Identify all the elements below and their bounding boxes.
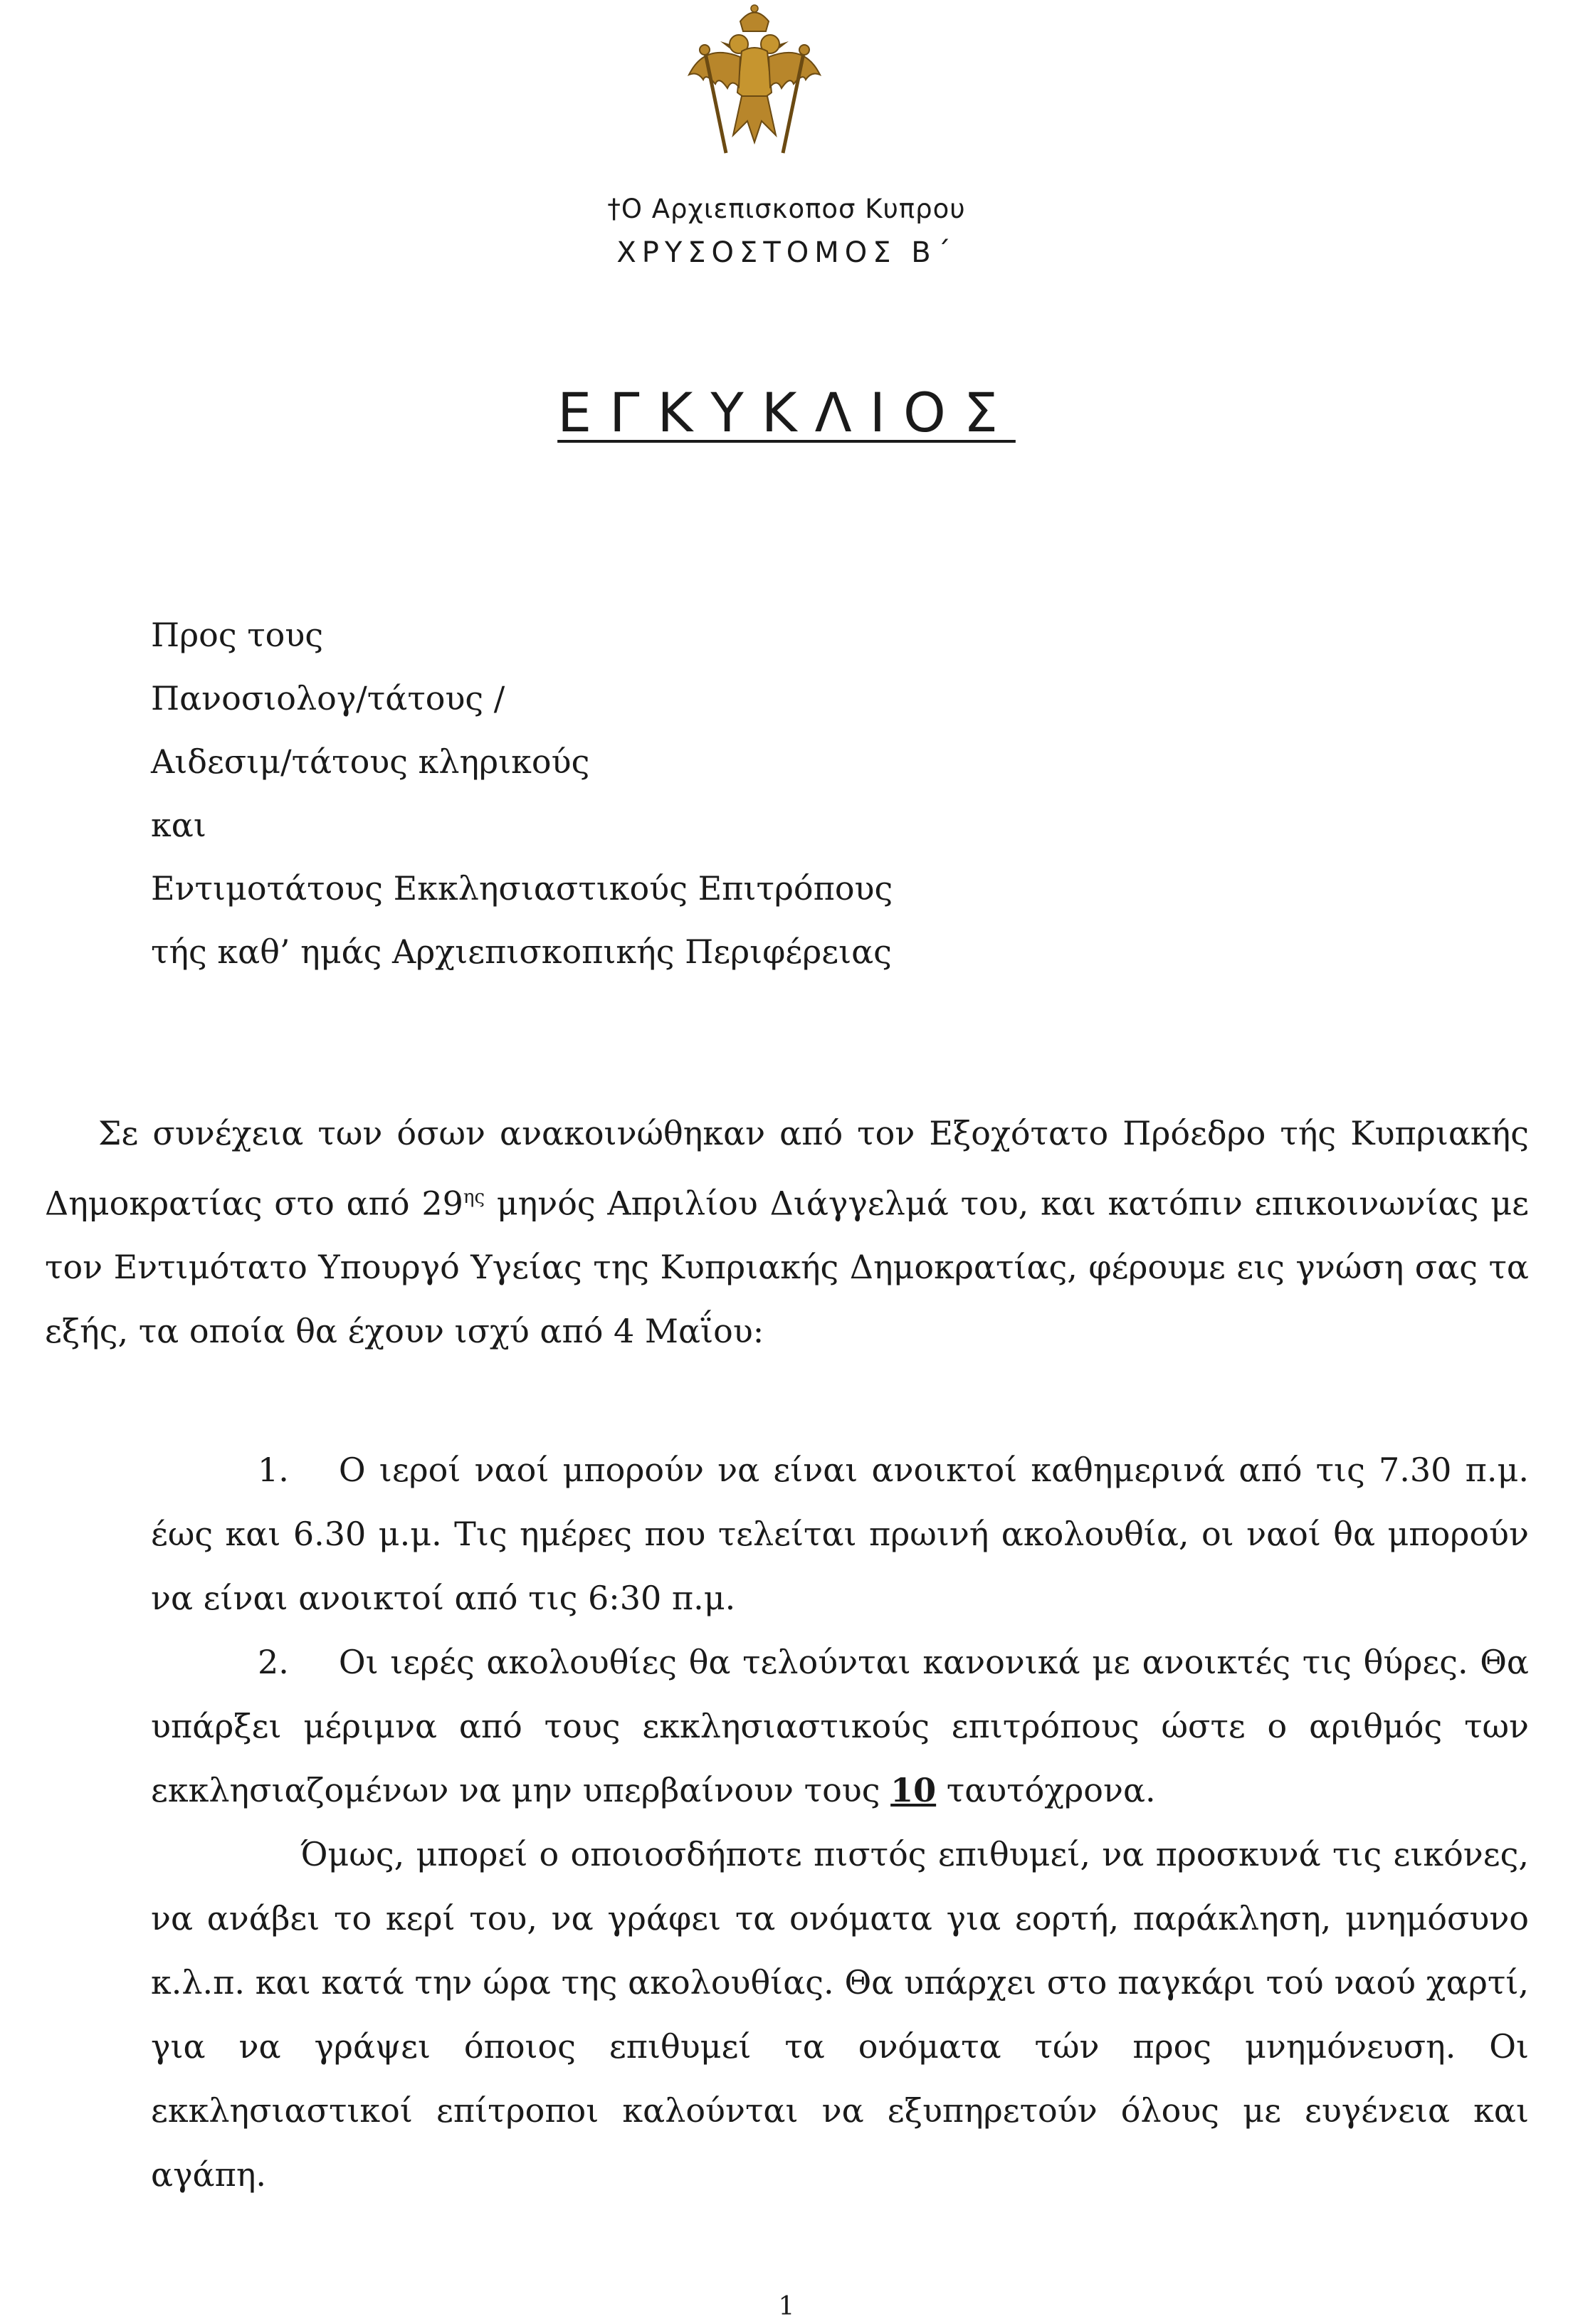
- address-line: Πανοσιολογ/τάτους /: [151, 679, 505, 717]
- highlighted-number: 10: [890, 1771, 937, 1809]
- extra-paragraph: Όμως, μπορεί ο οποιοσδήποτε πιστός επιθυμεί, να προσκυνά τις εικόνες, να ανάβει το κερί του, να γράφει τα ονόματα για εορτή, παράκληση, μνημόσυνο κ.λ.π. και κατά την ώρα της ακολουθίας. Θα υπάρχει στο παγκάρι τού ναού χαρτί, για να γράψει όποιος επιθυμεί τα ονόματα τών προς μνημόνευση. Οι εκκλησιαστικοί επίτροποι καλούνται να εξυπηρετούν όλους με ευγένεια και αγάπη.: [151, 1835, 1529, 2194]
- address-line: Προς τους: [151, 616, 324, 654]
- double-headed-eagle-emblem-icon: [676, 0, 833, 160]
- intro-paragraph: [45, 1101, 1529, 1363]
- document-title: [0, 381, 1573, 444]
- page-number: 1: [778, 2292, 795, 2321]
- address-block: [151, 604, 893, 984]
- list-item-number: 2.: [258, 1643, 289, 1681]
- list-item: [151, 1630, 1529, 1822]
- address-line: τής καθ’ ημάς Αρχιεπισκοπικής Περιφέρειας: [151, 932, 892, 971]
- list-item-text: Ο ιεροί ναοί μπορούν να είναι ανοικτοί καθημερινά από τις 7.30 π.μ. έως και 6.30 μ.μ. Τις ημέρες που τελείται πρωινή ακολουθία, οι ναοί θα μπορούν να είναι ανοικτοί από τις 6:30 π.μ.: [151, 1451, 1529, 1617]
- numbered-list: [151, 1438, 1529, 1822]
- address-line: Εντιμοτάτους Εκκλησιαστικούς Επιτρόπους: [151, 869, 893, 908]
- intro-text-part1: Σε συνέχεια των όσων ανακοινώθηκαν από τον Εξοχότατο Πρόεδρο τής Κυπριακής Δημοκρατίας στο από 29: [45, 1114, 1529, 1223]
- list-item-number: 1.: [258, 1451, 289, 1489]
- list-item-text-end: ταυτόχρονα.: [936, 1771, 1156, 1809]
- intro-superscript: ης: [463, 1187, 485, 1208]
- intro-text-part2: μηνός Απριλίου Διάγγελμά του, και κατόπιν επικοινωνίας με τον Εντιμότατο Υπουργό Υγείας της Κυπριακής Δημοκρατίας, φέρουμε εις γνώση σας τα εξής, τα οποία θα έχουν ισχύ από 4 Μαΐου:: [45, 1184, 1529, 1351]
- list-item: [151, 1438, 1529, 1630]
- address-line: Αιδεσιμ/τάτους κληρικούς: [151, 742, 590, 781]
- document-title-text: ΕΓΚΥΚΛΙΟΣ: [557, 381, 1016, 444]
- list-item-text: Οι ιερές ακολουθίες θα τελούνται κανονικά με ανοικτές τις θύρες. Θα υπάρξει μέριμνα από τους εκκλησιαστικούς επιτρόπους ώστε ο αριθμός των εκκλησιαζομένων να μην υπερβαίνουν τους: [151, 1643, 1529, 1809]
- address-line: και: [151, 806, 206, 844]
- sender-name: ΧΡΥΣΟΣΤΟΜΟΣ Β΄: [616, 236, 957, 269]
- sender-title: †Ο Αρχιεπισκοποσ Κυπρου: [607, 194, 966, 224]
